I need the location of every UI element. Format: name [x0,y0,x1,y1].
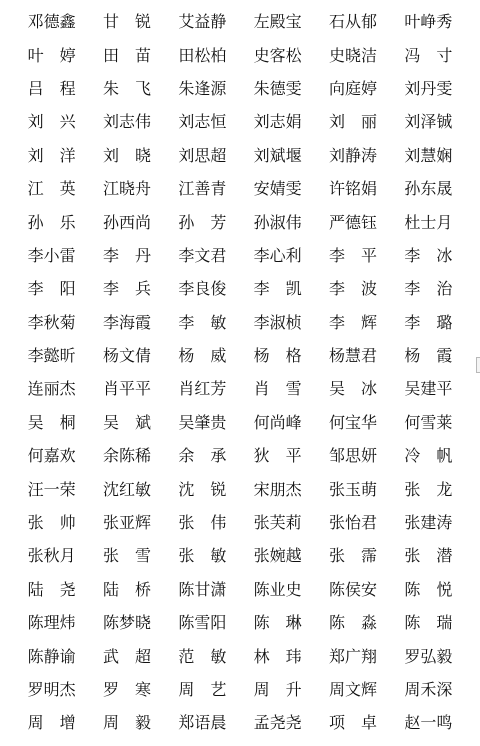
name-cell: 江晓舟 [102,179,151,199]
name-cell: 孙西尚 [102,212,151,232]
name-cell: 吴建平 [404,379,453,399]
name-cell: 刘斌堰 [253,145,302,165]
name-cell: 杨慧君 [328,346,377,366]
name-cell: 周禾深 [404,680,453,699]
name-cell: 杨 霞 [404,346,453,366]
name-cell: 杨文倩 [102,346,151,366]
name-cell: 肖 雪 [253,379,302,399]
name-cell: 何嘉欢 [27,446,76,466]
name-cell: 艾益静 [178,12,227,32]
name-cell: 范 敏 [178,646,227,666]
name-cell: 张亚辉 [102,513,151,533]
name-cell: 周 艺 [178,680,227,699]
name-cell: 余陈稀 [102,446,151,466]
name-cell: 孙 芳 [178,212,227,232]
name-cell: 周 增 [27,713,76,733]
name-cell: 李 丹 [102,245,151,265]
name-cell: 朱 飞 [102,78,151,98]
name-cell: 张 雪 [102,546,151,566]
page-edge-marker [476,357,480,373]
name-cell: 陈梦晓 [102,613,151,633]
name-cell: 刘 丽 [328,112,377,132]
name-cell: 李 兵 [102,279,151,299]
name-cell: 郑语晨 [178,713,227,733]
name-cell: 李秋菊 [27,312,76,332]
name-cell: 刘静涛 [328,145,377,165]
name-cell: 刘志娟 [253,112,302,132]
name-cell: 张 伟 [178,513,227,533]
name-cell: 叶 婷 [27,45,76,65]
name-cell: 孙 乐 [27,212,76,232]
name-cell: 杨 威 [178,346,227,366]
name-cell: 陈 悦 [404,579,453,599]
name-cell: 冷 帆 [404,446,453,466]
name-cell: 孟尧尧 [253,713,302,733]
name-cell: 张婉越 [253,546,302,566]
name-cell: 李 璐 [404,312,453,332]
name-cell: 江 英 [27,179,76,199]
name-cell: 李心利 [253,245,302,265]
name-cell: 李文君 [178,245,227,265]
name-cell: 刘思超 [178,145,227,165]
name-cell: 向庭婷 [328,78,377,98]
name-cell: 朱德雯 [253,78,302,98]
name-cell: 郑广翔 [328,646,377,666]
name-cell: 张玉萌 [328,479,377,499]
name-cell: 吴肇贵 [178,412,227,432]
name-cell: 林 玮 [253,646,302,666]
name-cell: 田松柏 [178,45,227,65]
name-cell: 刘丹雯 [404,78,453,98]
name-cell: 陆 尧 [27,579,76,599]
name-cell: 陈侯安 [328,579,377,599]
name-cell: 邹思妍 [328,446,377,466]
name-cell: 何尚峰 [253,412,302,432]
name-cell: 吴 桐 [27,412,76,432]
name-cell: 李 敏 [178,312,227,332]
name-cell: 刘 洋 [27,145,76,165]
name-cell: 陈 瑞 [404,613,453,633]
name-cell: 杨 格 [253,346,302,366]
name-cell: 吴 冰 [328,379,377,399]
name-cell: 何雪莱 [404,412,453,432]
name-cell: 张 龙 [404,479,453,499]
name-cell: 陈业史 [253,579,302,599]
name-cell: 吕 程 [27,78,76,98]
name-cell: 陈理炜 [27,613,76,633]
name-cell: 李懿昕 [27,346,76,366]
name-cell: 甘 锐 [102,12,151,32]
name-cell: 田 苗 [102,45,151,65]
name-cell: 刘 晓 [102,145,151,165]
name-cell: 刘泽铖 [404,112,453,132]
name-cell: 刘慧娴 [404,145,453,165]
name-cell: 冯 寸 [404,45,453,65]
name-cell: 史客松 [253,45,302,65]
name-cell: 刘 兴 [27,112,76,132]
name-cell: 陈雪阳 [178,613,227,633]
name-cell: 李 阳 [27,279,76,299]
name-cell: 李 凯 [253,279,302,299]
name-cell: 武 超 [102,646,151,666]
name-cell: 刘志伟 [102,112,151,132]
name-cell: 张芙莉 [253,513,302,533]
name-cell: 罗明杰 [27,680,76,699]
name-cell: 陈 琳 [253,613,302,633]
name-cell: 陆 桥 [102,579,151,599]
name-cell: 李 波 [328,279,377,299]
name-cell: 邓德鑫 [27,12,76,32]
name-cell: 李 冰 [404,245,453,265]
name-cell: 李 平 [328,245,377,265]
name-cell: 朱逢源 [178,78,227,98]
name-cell: 周 升 [253,680,302,699]
name-cell: 肖平平 [102,379,151,399]
name-cell: 左殿宝 [253,12,302,32]
name-cell: 周 毅 [102,713,151,733]
name-cell: 安婧雯 [253,179,302,199]
name-cell: 余 承 [178,446,227,466]
name-cell: 叶峥秀 [404,12,453,32]
name-cell: 张 敏 [178,546,227,566]
name-cell: 李 治 [404,279,453,299]
name-cell: 吴 斌 [102,412,151,432]
name-cell: 许铭娟 [328,179,377,199]
name-cell: 陈静谕 [27,646,76,666]
name-cell: 李淑桢 [253,312,302,332]
name-cell: 李小雷 [27,245,76,265]
name-cell: 江善青 [178,179,227,199]
name-cell: 杜士月 [404,212,453,232]
name-cell: 石从郁 [328,12,377,32]
name-cell: 周文辉 [328,680,377,699]
name-cell: 项 卓 [328,713,377,733]
name-cell: 陈 淼 [328,613,377,633]
name-cell: 张怡君 [328,513,377,533]
name-cell: 汪一荣 [27,479,76,499]
name-cell: 连丽杰 [27,379,76,399]
name-cell: 张建涛 [404,513,453,533]
name-cell: 李 辉 [328,312,377,332]
name-cell: 李良俊 [178,279,227,299]
name-cell: 赵一鸣 [404,713,453,733]
name-cell: 严德钰 [328,212,377,232]
name-cell: 张 帅 [27,513,76,533]
name-cell: 罗 寒 [102,680,151,699]
name-cell: 沈红敏 [102,479,151,499]
name-cell: 肖红芳 [178,379,227,399]
name-cell: 史晓洁 [328,45,377,65]
name-cell: 刘志恒 [178,112,227,132]
name-cell: 何宝华 [328,412,377,432]
name-cell: 李海霞 [102,312,151,332]
name-cell: 陈甘潇 [178,579,227,599]
name-cell: 孙淑伟 [253,212,302,232]
name-cell: 张秋月 [27,546,76,566]
name-cell: 狄 平 [253,446,302,466]
name-list-grid [14,4,466,739]
name-cell: 沈 锐 [178,479,227,499]
name-cell: 张 霈 [328,546,377,566]
name-cell: 孙东晟 [404,179,453,199]
name-cell: 张 潜 [404,546,453,566]
name-cell: 宋朋杰 [253,479,302,499]
name-cell: 罗弘毅 [404,646,453,666]
